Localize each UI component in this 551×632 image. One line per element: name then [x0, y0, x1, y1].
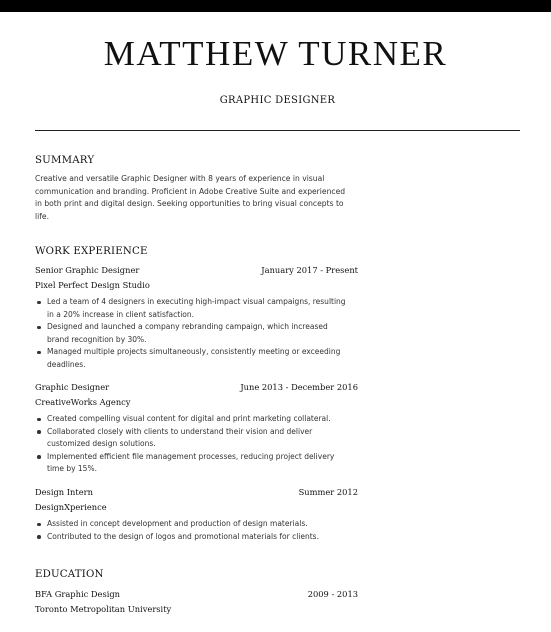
summary-heading: SUMMARY — [35, 155, 95, 166]
summary-section — [35, 155, 358, 223]
bullet-line: Designed and launched a company rebranding campaign, which increased — [47, 322, 328, 331]
summary-line: in both print and digital design. Seeking opportunities to bring visual concepts to — [35, 199, 344, 209]
job-entry — [35, 487, 358, 543]
bullet-line: Managed multiple projects simultaneously, consistently meeting or exceeding — [47, 347, 341, 356]
education-section — [35, 569, 358, 580]
list-item — [35, 426, 358, 451]
job-company: Pixel Perfect Design Studio — [35, 280, 150, 290]
job-company: DesignXperience — [35, 502, 107, 512]
bullet-line: deadlines. — [47, 359, 86, 369]
job-role: Graphic Designer — [35, 382, 110, 392]
list-item — [35, 346, 358, 371]
job-bullets — [35, 296, 358, 371]
list-item — [35, 413, 358, 426]
job-bullets — [35, 413, 358, 476]
list-item — [35, 531, 358, 544]
education-entry — [35, 589, 358, 614]
summary-text — [35, 173, 358, 223]
job-dates: June 2013 - December 2016 — [240, 382, 358, 392]
experience-section — [35, 246, 358, 257]
bullet-line: Collaborated closely with clients to understand their vision and deliver — [47, 426, 313, 436]
experience-heading: WORK EXPERIENCE — [35, 246, 148, 257]
bullet-line: time by 15%. — [47, 464, 97, 473]
candidate-title: GRAPHIC DESIGNER — [219, 95, 336, 106]
bullet-line: Contributed to the design of logos and promotional materials for clients. — [47, 531, 319, 541]
job-role: Senior Graphic Designer — [35, 265, 140, 275]
job-dates: January 2017 - Present — [261, 265, 358, 275]
job-bullets — [35, 518, 358, 543]
summary-line: communication and branding. Proficient in Adobe Creative Suite and experienced — [35, 186, 346, 196]
education-dates: 2009 - 2013 — [307, 589, 358, 599]
bullet-line: in a 20% increase in client satisfaction. — [47, 309, 195, 319]
bullet-line: customized design solutions. — [47, 439, 156, 448]
degree: BFA Graphic Design — [35, 589, 121, 599]
job-dates: Summer 2012 — [298, 487, 358, 497]
summary-line: Creative and versatile Graphic Designer with 8 years of experience in visual — [35, 174, 325, 183]
list-item — [35, 321, 358, 346]
header-divider — [35, 130, 520, 131]
job-entry — [35, 265, 358, 371]
job-role: Design Intern — [35, 487, 93, 497]
school: Toronto Metropolitan University — [35, 604, 172, 614]
list-item — [35, 451, 358, 476]
list-item — [35, 518, 358, 531]
bullet-line: Led a team of 4 designers in executing high-impact visual campaigns, resulting — [47, 297, 346, 306]
list-item — [35, 296, 358, 321]
top-bar — [0, 0, 551, 12]
bullet-line: Created compelling visual content for digital and print marketing collateral. — [47, 414, 331, 423]
education-heading: EDUCATION — [35, 569, 104, 580]
bullet-line: Implemented efficient file management processes, reducing project delivery — [47, 451, 335, 461]
summary-line: life. — [35, 211, 49, 221]
bullet-line: Assisted in concept development and production of design materials. — [47, 519, 308, 528]
job-entry — [35, 382, 358, 476]
candidate-name: MATTHEW TURNER — [103, 34, 448, 73]
job-company: CreativeWorks Agency — [35, 397, 131, 407]
bullet-line: brand recognition by 30%. — [47, 334, 147, 344]
